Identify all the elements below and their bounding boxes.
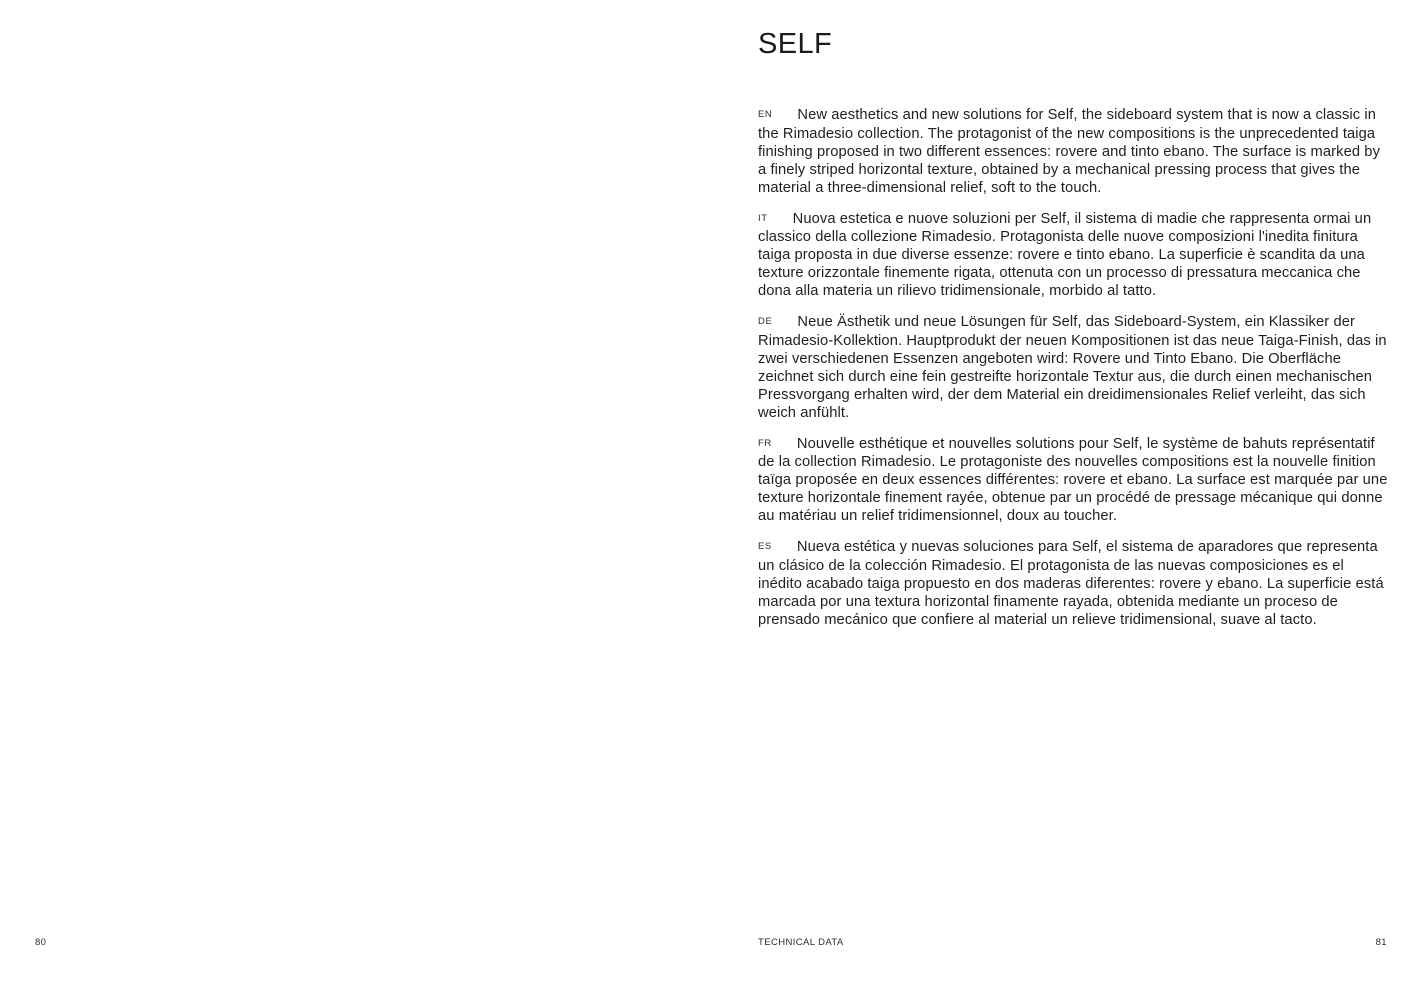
paragraph-en-text: New aesthetics and new solutions for Self, the sideboard system that is now a classic in the Rimadesio collection. The protagonist of the new compositions is the unprecedented taiga finishing proposed in two different essences: rovere and tinto ebano. The surface is marked by a finely striped horizontal texture, obtained by a mechanical pressing process that gives the material a three-dimensional relief, soft to the touch.: [758, 107, 1381, 196]
paragraph-en: [758, 107, 1390, 198]
page-number-left: 80: [35, 937, 47, 948]
paragraph-it: [758, 211, 1390, 302]
lang-label-en: EN: [758, 109, 773, 120]
paragraph-es: [758, 539, 1390, 630]
paragraph-it-text: Nuova estetica e nuove soluzioni per Self, il sistema di madie che rappresenta ormai un classico della collezione Rimadesio. Protagonista delle nuove composizioni l'inedita finitura taiga proposta in due diverse essenze: rovere e tinto ebano. La superficie è scandita da una texture orizzontale finemente rigata, ottenuta con un processo di pressatura meccanica che dona alla materia un rilievo tridimensionale, morbido al tatto.: [758, 210, 1372, 300]
content-column: [758, 28, 1390, 643]
lang-label-it: IT: [758, 212, 768, 224]
lang-label-de: DE: [758, 316, 773, 328]
paragraph-es-text: Nueva estética y nuevas soluciones para Self, el sistema de aparadores que representa un clásico de la colección Rimadesio. El protagonista de las nuevas composiciones es el inédito acabado taiga propuesto en dos maderas diferentes: rovere y ebano. La superficie está marcada por una textura horizontal finamente rayada, obtenida mediante un proceso de prensado mecánico que confiere al material un relieve tridimensional, suave al tacto.: [758, 539, 1384, 628]
lang-label-fr: FR: [758, 437, 772, 449]
paragraph-fr-text: Nouvelle esthétique et nouvelles solutions pour Self, le système de bahuts représentatif de la collection Rimadesio. Le protagoniste des nouvelles compositions est la nouvelle finition taïga proposée en deux essences différentes: rovere et ebano. La surface est marquée par une texture horizontale finement rayée, obtenue par un procédé de pressage mécanique qui donne au matériau un relief tridimensionnel, doux au toucher.: [758, 435, 1388, 525]
paragraph-de-text: Neue Ästhetik und neue Lösungen für Self, das Sideboard-System, ein Klassiker der Rimadesio-Kollektion. Hauptprodukt der neuen Kompositionen ist das neue Taiga-Finish, das in zwei verschiedenen Essenzen angeboten wird: Rovere und Tinto Ebano. Die Oberfläche zeichnet sich durch eine fein gestreifte horizontale Textur aus, die durch einen mechanischen Pressvorgang erhalten wird, der dem Material ein dreidimensionales Relief verleiht, das sich weich anfühlt.: [758, 314, 1387, 421]
lang-label-es: ES: [758, 541, 772, 553]
paragraph-fr: [758, 436, 1390, 527]
footer-section-label: TECHNICAL DATA: [758, 937, 844, 948]
page-number-right: 81: [1375, 937, 1387, 948]
page-title: SELF: [758, 28, 833, 60]
paragraph-de: [758, 314, 1390, 422]
